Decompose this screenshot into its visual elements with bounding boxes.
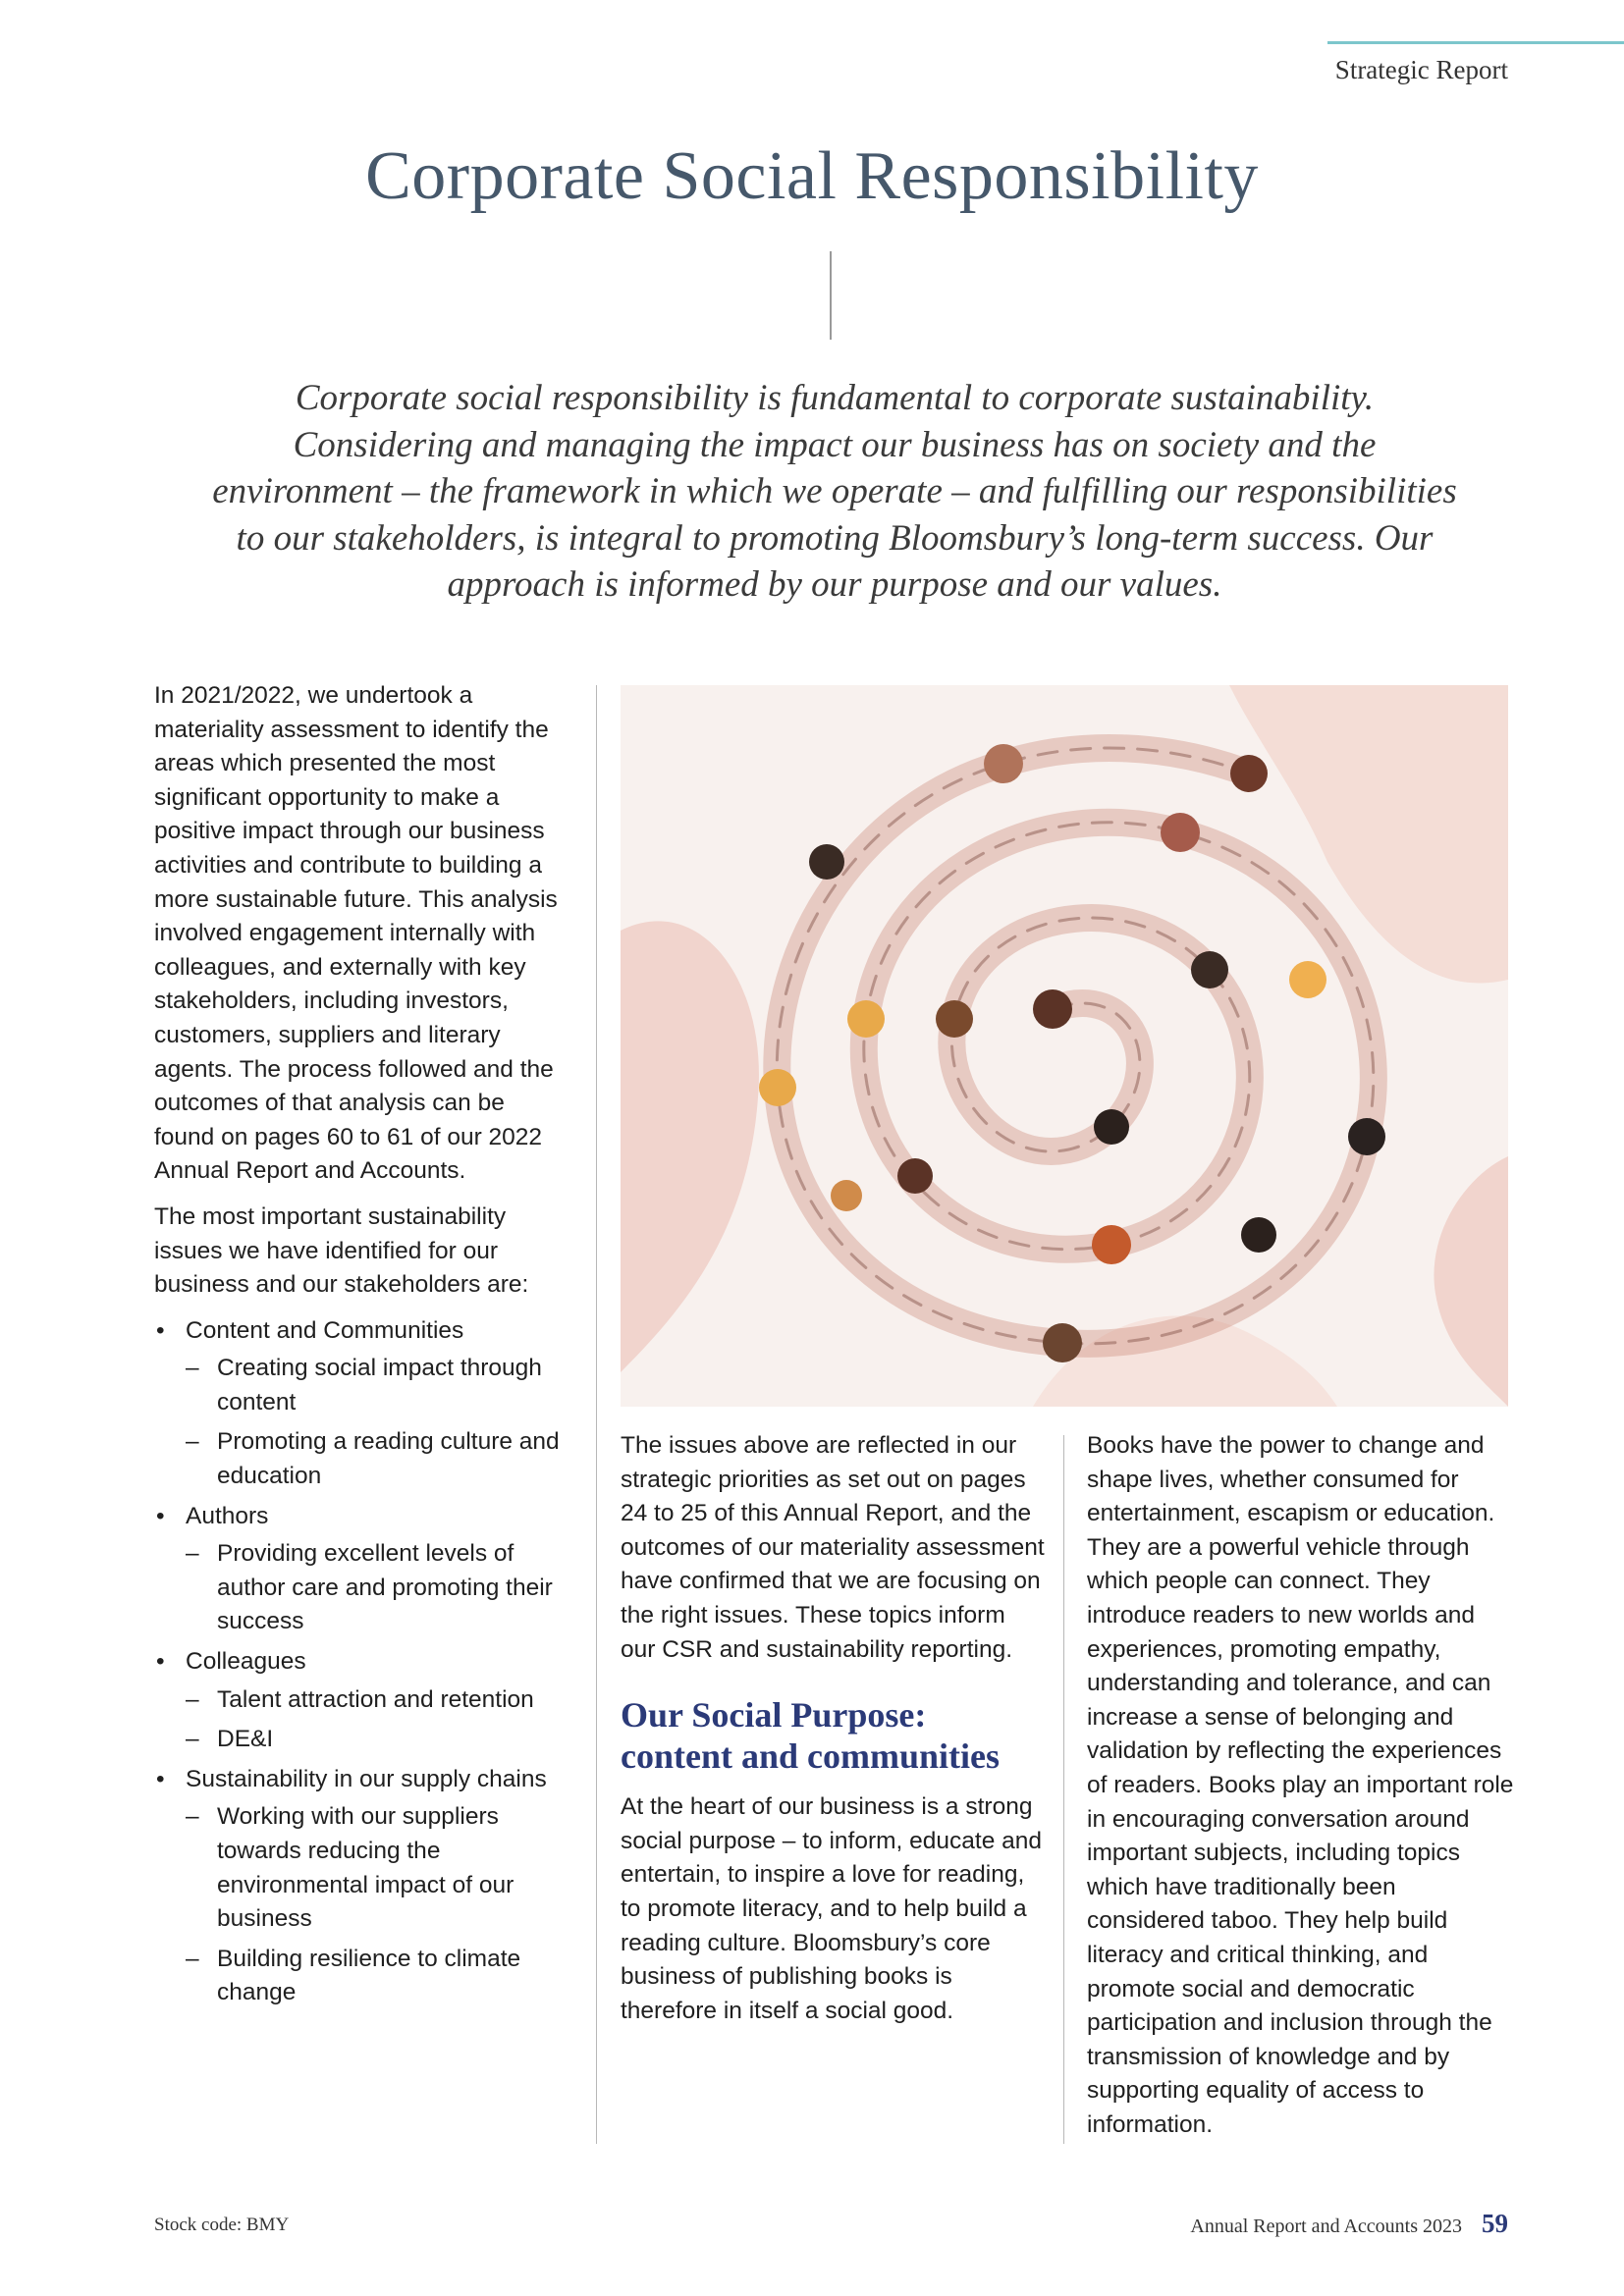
priorities-paragraph: The issues above are reflected in our strategic priorities as set out on pages 24 to 25 of this Annual Report, and the outcomes of our materiality assessment have confirmed that we are focusing on the right issues. These topics inform our CSR and sustainability reporting.: [621, 1432, 1045, 1663]
page-number: 59: [1482, 2209, 1508, 2238]
list-item: – Promoting a reading culture and education: [186, 1425, 567, 1493]
list-item: – DE&I: [186, 1723, 567, 1757]
column-divider: [1063, 1435, 1064, 2144]
header-accent-rule: [1327, 41, 1624, 44]
left-column: [154, 679, 567, 2016]
list-item: – Building resilience to climate change: [186, 1943, 567, 2010]
sub-list: [186, 1352, 567, 1493]
middle-column: [621, 1429, 1045, 2040]
footer-stock-code: Stock code: BMY: [154, 2215, 290, 2235]
illustration-canvas: [621, 685, 1508, 1407]
social-purpose-heading: Our Social Purpose: content and communities: [621, 1695, 1000, 1777]
materiality-paragraph: In 2021/2022, we undertook a materiality assessment to identify the areas which presented the most significant opportunity to make a positive impact through our business activities and contribute to building a more sustainable future. This analysis involved engagement internally with colleagues, and externally with key stakeholders, including investors, customers, suppliers and literary agents. The process followed and the outcomes of that analysis can be found on pages 60 to 61 of our 2022 Annual Report and Accounts.: [154, 682, 558, 1185]
issues-intro-paragraph: The most important sustainability issues we have identified for our business and our stakeholders are:: [154, 1202, 529, 1299]
list-item: – Talent attraction and retention: [186, 1683, 567, 1718]
footer-report-name: Annual Report and Accounts 2023: [1190, 2216, 1462, 2237]
social-purpose-paragraph: At the heart of our business is a strong social purpose – to inform, educate and entertain, to inspire a love for reading, to promote literacy, and to help build a reading culture. Bloomsbury’s core business of publishing books is therefore in itself a social good.: [621, 1793, 1043, 2024]
issue-label: Authors: [186, 1502, 269, 1529]
footer-report-info: [1190, 2209, 1508, 2239]
list-item: [154, 1763, 567, 2010]
issue-label: Colleagues: [186, 1648, 306, 1676]
list-item: [154, 1645, 567, 1757]
books-power-paragraph: Books have the power to change and shape lives, whether consumed for entertainment, escapism or education. They are a powerful vehicle through which people can connect. They introduce readers to new worlds and experiences, promoting empathy, understanding and tolerance, and can increase a sense of belonging and validation by reflecting the experiences of readers. Books play an important role in encouraging conversation around important subjects, including topics which have traditionally been considered taboo. They help build literacy and critical thinking, and promote social and democratic participation and inclusion through the transmission of knowledge and by supporting equality of access to information.: [1087, 1432, 1514, 2138]
right-column: [1087, 1429, 1519, 2154]
list-item: – Providing excellent levels of author care and promoting their success: [186, 1537, 567, 1639]
sub-list: [186, 1537, 567, 1639]
list-item: – Creating social impact through content: [186, 1352, 567, 1419]
issue-label: Content and Communities: [186, 1316, 464, 1344]
issues-list: [154, 1314, 567, 2010]
list-item: [154, 1500, 567, 1639]
list-item: – Working with our suppliers towards reducing the environmental impact of our business: [186, 1800, 567, 1936]
section-label: Strategic Report: [1334, 55, 1508, 84]
issue-label: Sustainability in our supply chains: [186, 1765, 547, 1792]
title-divider: [830, 251, 832, 340]
people-holding-hands-spiral-illustration: [621, 685, 1508, 1407]
sub-list: [186, 1800, 567, 2010]
sub-list: [186, 1683, 567, 1757]
intro-statement: Corporate social responsibility is fundamental to corporate sustainability. Considering and managing the impact our business has on society and the environment – the framework in which we operate – and fulfilling our responsibilities to our stakeholders, is integral to promoting Bloomsbury’s long-term success. Our approach is informed by our purpose and our values.: [212, 378, 1457, 605]
list-item: [154, 1314, 567, 1494]
column-divider: [596, 685, 597, 2144]
page-title: Corporate Social Responsibility: [365, 138, 1259, 214]
